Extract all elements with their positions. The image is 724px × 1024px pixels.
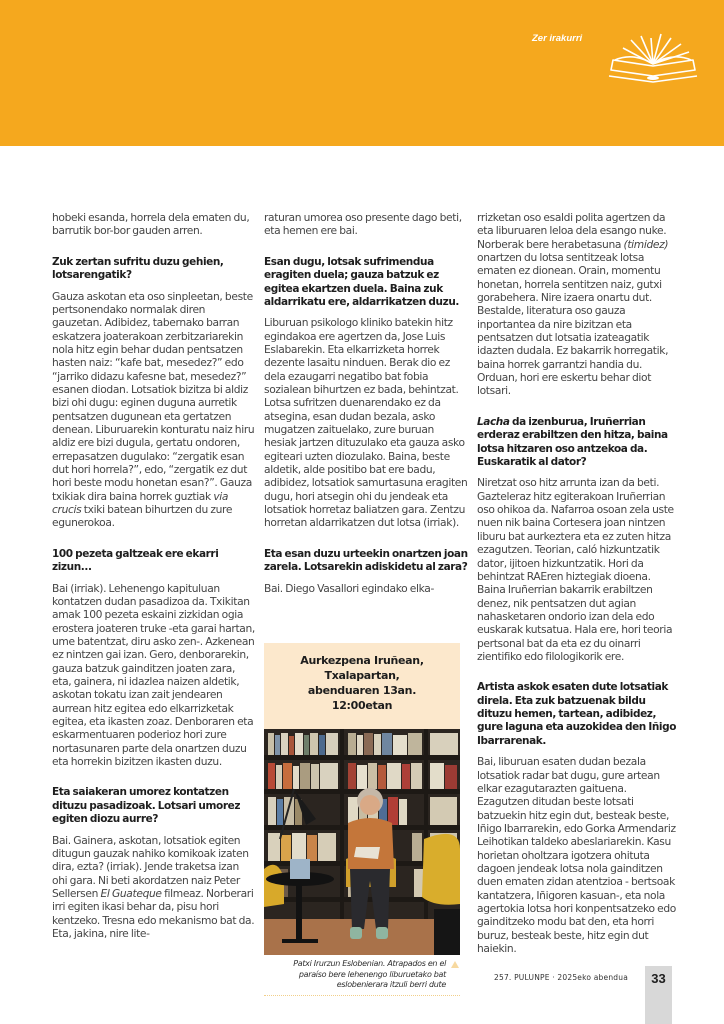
answer-italic: El Guateque — [100, 886, 162, 900]
interview-answer — [52, 834, 256, 941]
paragraph — [477, 211, 681, 398]
caption-divider — [264, 995, 460, 996]
page-number: 33 — [651, 971, 666, 986]
promo-line: Aurkezpena Iruñean, — [300, 654, 424, 667]
article-column-2 — [264, 211, 468, 595]
answer-italic: via crucis — [52, 489, 229, 516]
bookshelf-photo-illustration — [264, 729, 460, 955]
answer-text: Gauza askotan eta oso sinpleetan, beste pertsonendako normalak diren gauzetan. Adibidez, tabernako barran eskatzera joaterakoan zerbitzariarekin nola hitz egin behar dudan pentsatzen hasten naiz: “kafe bat, mesedez?” edo “jarriko didazu kafesne bat, mesedez?” esanen diodan. Lotsatiok bizitza bi aldiz bizi ohi dugu: eginen duguna aurretik pentsatzen dugunean eta gertatzen denean. Liburuarekin konturatu naiz hiru aldiz ere bizi dugula, gertatu ondoren, errepasatzen dugulako: “zergatik esan dut hori horrela?”, edo, “zergatik ez dut hori beste modu honetan esan?”. Gauza txikiak dira baina horrek guztiak — [52, 289, 255, 503]
interview-answer: Niretzat oso hitz arrunta izan da beti. Gazteleraz hitz egiterakoan Iruñerrian oso ohikoa da. Nafarroa osoan zela uste nuen nik baina Cortesera joan nintzen liburu bat aurkeztera eta ez zuten hitza ezagutzen. Teorian, caló hizkuntzatik dator, ijitoen hizkuntzatik. Hori da behintzat RAEren hiztegiak dioena. Baina Iruñerrian bakarrik erabiltzen denez, nik pentsatzen dut agian nahasketaren ondorio izan dela edo euskarak kutsatua. Hala ere, hori teoria pertsonal bat da eta ez du oinarri zientifiko edo filologikorik ere. — [477, 476, 674, 663]
open-book-icon — [605, 30, 701, 84]
interview-answer: Bai (irriak). Lehenengo kapituluan kontatzen dudan pasadizoa da. Txikitan amak 100 pezeta eskaini zizkidan ogia erostera joateren truke -eta garai hartan, ume batentzat, diru asko zen-. Azkenean ez nintzen gai izan. Gero, denborarekin, gauza batzuk gainditzen joaten zara, eta, gainera, ni idazlea naizen aldetik, askotan tokatu izan zait jendearen aurrean hitz egitea edo elkarrizketak egitea, eta ikasten zoaz. Denboraren eta eskarmentuaren poderioz hori zure nortasunaren parte dela onartzen duzu eta horrekin bizitzen ikasten duzu. — [52, 581, 255, 768]
answer-text: txiki batean bihurtzen du zure egunerokoa. — [52, 503, 233, 530]
answer-text: rrizketan oso esaldi polita agertzen da eta liburuaren leloa dela esango nuke. Norberak bere herabetasuna — [477, 211, 667, 251]
interview-question: Esan dugu, lotsak sufrimendua eragiten duela; gauza batzuk ez egitea ekartzen duela. Baina zuk aldarrikatu ere, aldarrikatzen duzu. — [264, 255, 459, 308]
interview-answer: Bai, liburuan esaten dudan bezala lotsatiok radar bat dugu, gure artean elkar ezagutarazten gaituena. Ezagutzen ditudan beste lotsati batzuekin hitz egin dut, besteak beste, Iñigo Ibarrarekin, edo Gorka Armendariz Leihotikan taldeko abeslariarekin. Kasu horietan oholtzara igotzera ohituta dagoen jendeak lotsa nola gainditzen duen ematen zidan atentzioa - bertsoak kantatzera, Iñigoren kasuan-, eta nola agertokia lotsa hori konpentsatzeko edo gainditzeko modu bat den, eta horri buruz, besteak beste, hitz egin dut haiekin. — [477, 755, 676, 956]
question-italic: Lacha — [477, 415, 510, 428]
promo-line: 12:00etan — [331, 699, 393, 712]
answer-text: filmeaz. Norberari irri egiten ikasi behar da, pisu hori kentzeko. Tresna edo mekanismo bat da. Eta, jakina, nire lite- — [52, 886, 255, 940]
interview-question — [477, 416, 681, 470]
article-column-3 — [477, 211, 681, 955]
section-label: Zer irakurri — [532, 33, 583, 44]
author-photo — [264, 729, 460, 955]
interview-question: Zuk zertan sufritu duzu gehien, lotsarengatik? — [52, 255, 224, 282]
interview-question: Eta saiakeran umorez kontatzen dituzu pasadizoak. Lotsari umorez egiten diozu aurre? — [52, 786, 241, 826]
interview-question: Eta esan duzu urteekin onartzen joan zarela. Lotsarekin adiskidetu al zara? — [264, 547, 468, 574]
interview-answer: Liburuan psikologo kliniko batekin hitz egindakoa ere agertzen da, Jose Luis Eslabarekin. Eta elkarrizketa horrek dezente lasaitu ninduen. Berak dio ez dela ezaugarri negatibo bat fobia sozialean bihurtzen ez bada, behintzat. Lotsa sufritzen duenarendako ez da atsegina, esan dudan bezala, asko mugatzen zaituelako, zure buruan hesiak jartzen dituzulako eta gauza asko egiteari uzten diozulako. Baina, beste aldetik, alde positibo bat ere badu, adibidez, lotsatiok samurtasuna eragiten dugu, hori atsegin ohi du jendeak eta lotsatiok horretaz baliatzen gara. Zentzu horretan aldarrikatzen dut lotsa (irriak). — [264, 316, 468, 530]
interview-answer — [52, 290, 256, 530]
interview-answer: Bai. Diego Vasallori egindako elka- — [264, 581, 435, 595]
question-text: da izenburua, Iruñerrian erderaz erabiltzen den hitza, baina lotsa hitzaren oso antzekoa da. Euskaratik al dator? — [477, 415, 668, 469]
interview-question: 100 pezeta galtzeak ere ekarri zizun... — [52, 547, 219, 574]
issue-footer: 257. PULUNPE · 2025eko abendua — [494, 973, 628, 982]
header-band — [0, 0, 724, 146]
answer-italic: (timidez) — [623, 237, 669, 251]
paragraph: hobeki esanda, horrela dela ematen du, barrutik bor-bor gauden arren. — [52, 211, 250, 238]
promo-line: abenduaren 13an. — [307, 684, 417, 697]
photo-caption: Patxi Irurzun Eslobenian. Atrapados en el paraíso bere lehenengo liburuetako bat eslobenierara itzuli berri dute — [293, 959, 446, 990]
event-promo-box — [264, 643, 460, 729]
answer-text: Bai. Gainera, askotan, lotsatiok egiten ditugun gauzak nahiko komikoak izaten dira, ezta? (irriak). Jende traketsa izan ohi gara. Ni beti akordatzen naiz Peter Sellersen — [52, 833, 249, 900]
answer-text: onartzen du lotsa sentitzeak lotsa ematen ez dionean. Orain, momentu honetan, horrela sentitzen naiz, gutxi gorabehera. Nire izaera onartu dut. Bestalde, literatura oso gauza inportantea da nire bizitzan eta pentsatzen dut lotsatia izateagatik idazten dudala. Ez bakarrik horregatik, baina horrek garrantzi handia du. Orduan, hori ere eskertu behar diot lotsari. — [477, 251, 669, 398]
paragraph: raturan umorea oso presente dago beti, eta hemen ere bai. — [264, 211, 462, 238]
caption-triangle-icon — [451, 961, 459, 968]
promo-line: Txalapartan, — [324, 669, 400, 682]
interview-question: Artista askok esaten dute lotsatiak direla. Eta zuk batzuenak bildu dituzu hemen, tartean, adibidez, gure laguna eta auzokidea den Iñigo Ibarrarenak. — [477, 681, 677, 747]
article-column-1 — [52, 211, 256, 940]
